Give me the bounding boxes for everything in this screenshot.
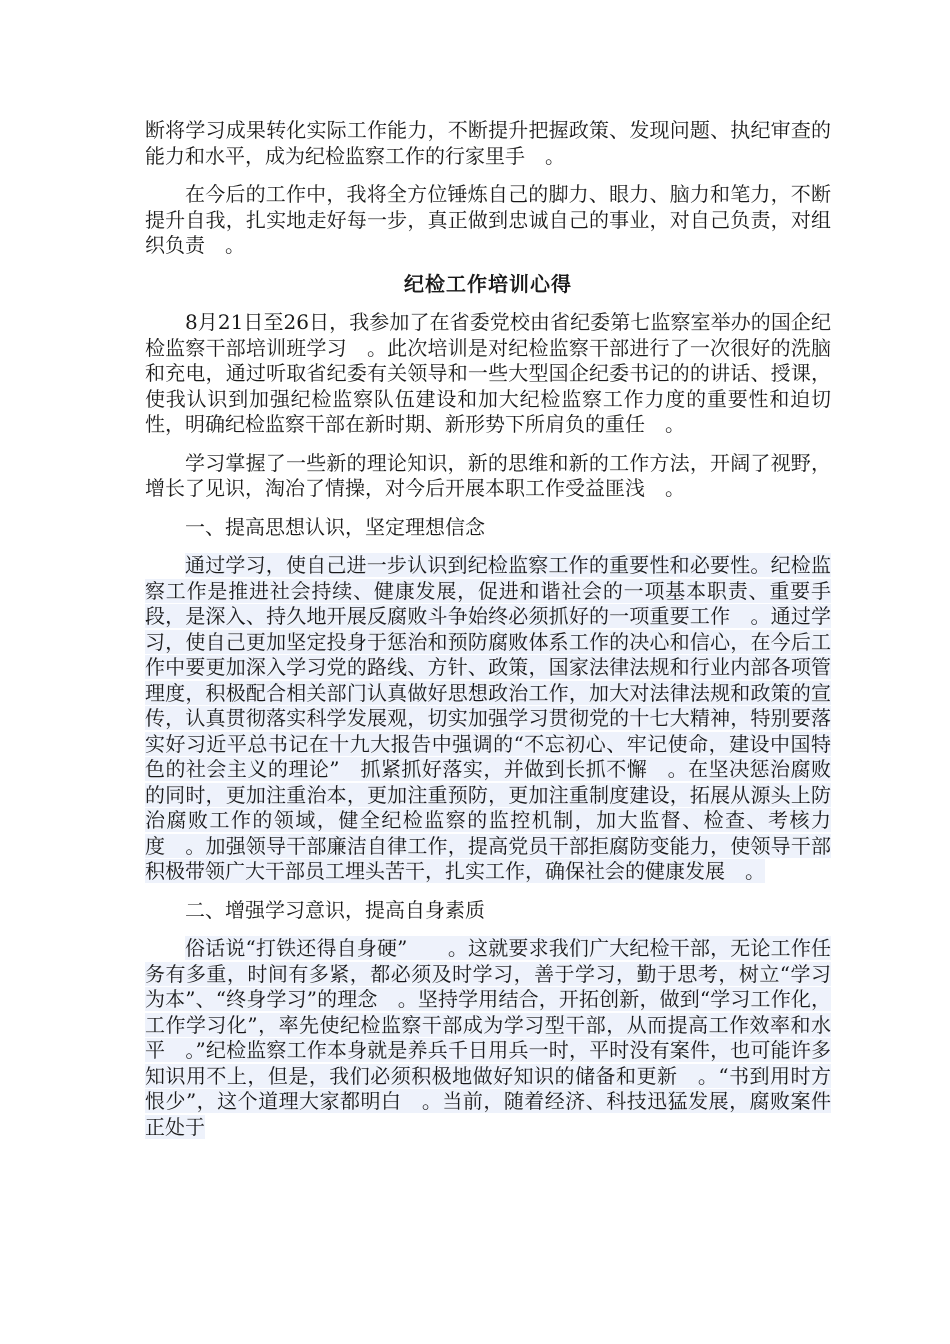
document-title: 纪检工作培训心得 bbox=[404, 271, 572, 296]
continuation-paragraph-2: 在今后的工作中，我将全方位锤炼自己的脚力、眼力、脑力和笔力，不断提升自我，扎实地走好每一步，真正做到忠诚自己的事业，对自己负责，对组织负责 。 bbox=[145, 182, 831, 257]
document-page bbox=[145, 118, 831, 1140]
section-1-body bbox=[145, 553, 831, 885]
section-2-body bbox=[145, 936, 831, 1140]
section-1-heading: 一、提高思想认识，坚定理想信念 bbox=[185, 514, 485, 539]
intro-paragraph-1: 8月21日至26日，我参加了在省委党校由省纪委第七监察室举办的国企纪检监察干部培训班学习 。此次培训是对纪检监察干部进行了一次很好的洗脑和充电，通过听取省纪委有关领导和一些大型国企纪委书记的的讲话、授课，使我认识到加强纪检监察队伍建设和加大纪检监察工作力度的重要性和迫切性，明确纪检监察干部在新时期、新形势下所肩负的重任 。 bbox=[145, 310, 831, 436]
section-1-body-text: 通过学习，使自己进一步认识到纪检监察工作的重要性和必要性。纪检监察工作是推进社会持续、健康发展，促进和谐社会的一项基本职责、重要手段，是深入、持久地开展反腐败斗争始终必须抓好的一项重要工作 。通过学习，使自己更加坚定投身于惩治和预防腐败体系工作的决心和信心，在今后工作中要更加深入学习党的路线、方针、政策，国家法律法规和行业内部各项管理度，积极配合相关部门认真做好思想政治工作，加大对法律法规和政策的宣传，认真贯彻落实科学发展观，切实加强学习贯彻党的十七大精神，特别要落实好习近平总书记在十九大报告中强调的“不忘初心、牢记使命，建设中国特色的社会主义的理论” 抓紧抓好落实，并做到长抓不懈 。在坚决惩治腐败的同时，更加注重治本，更加注重预防，更加注重制度建设，拓展从源头上防治腐败工作的领域，健全纪检监察的监控机制，加大监督、检查、考核力度 。加强领导干部廉洁自律工作，提高党员干部拒腐防变能力，使领导干部积极带领广大干部员工埋头苦干，扎实工作，确保社会的健康发展 。 bbox=[145, 553, 831, 883]
section-2-heading: 二、增强学习意识，提高自身素质 bbox=[185, 897, 485, 922]
continuation-paragraph-1: 断将学习成果转化实际工作能力，不断提升把握政策、发现问题、执纪审查的能力和水平，成为纪检监察工作的行家里手 。 bbox=[145, 118, 831, 168]
intro-paragraph-2: 学习掌握了一些新的理论知识，新的思维和新的工作方法，开阔了视野，增长了见识，淘冶了情操，对今后开展本职工作受益匪浅 。 bbox=[145, 450, 831, 500]
section-2-body-text: 俗话说“打铁还得自身硬” 。这就要求我们广大纪检干部，无论工作任务有多重，时间有多紧，都必须及时学习，善于学习，勤于思考，树立“学习为本”、“终身学习”的理念 。坚持学用结合，开拓创新，做到“学习工作化，工作学习化”，率先使纪检监察干部成为学习型干部，从而提高工作效率和水平 。”纪检监察工作本身就是养兵千日用兵一时，平时没有案件，也可能许多知识用不上，但是，我们必须积极地做好知识的储备和更新 。“书到用时方恨少”，这个道理大家都明白 。当前，随着经济、科技迅猛发展，腐败案件正处于 bbox=[145, 936, 831, 1139]
